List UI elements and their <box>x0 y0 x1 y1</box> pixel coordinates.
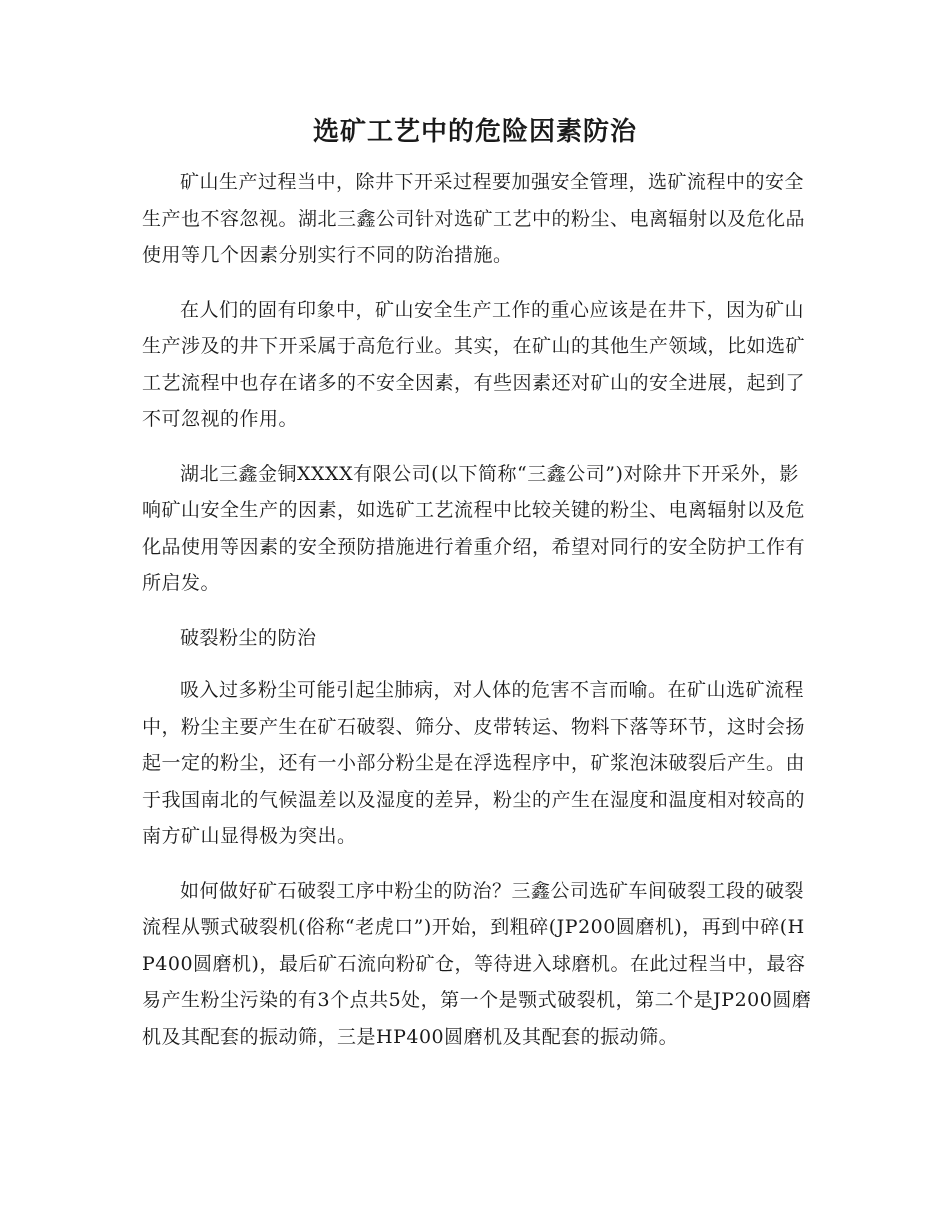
paragraph-intro: 矿山生产过程当中，除井下开采过程要加强安全管理，选矿流程中的安全生产也不容忽视。湖北三鑫公司针对选矿工艺中的粉尘、电离辐射以及危化品使用等几个因素分别实行不同的防治措施。 <box>142 171 806 266</box>
paragraph-dust-control: 如何做好矿石破裂工序中粉尘的防治？三鑫公司选矿车间破裂工段的破裂流程从颚式破裂机(俗称“老虎口”)开始，到粗碎(JP200圆磨机)，再到中碎(HP400圆磨机)，最后矿石流向粉矿仓，等待进入球磨机。在此过程当中，最容易产生粉尘污染的有3个点共5处，第一个是颚式破裂机，第二个是JP200圆磨机及其配套的振动筛，三是HP400圆磨机及其配套的振动筛。 <box>142 879 812 1048</box>
paragraph-company-overview: 湖北三鑫金铜XXXX有限公司(以下简称“三鑫公司”)对除井下开采外，影响矿山安全生产的因素，如选矿工艺流程中比较关键的粉尘、电离辐射以及危化品使用等因素的安全预防措施进行着重介绍，希望对同行的安全防护工作有所启发。 <box>142 462 806 594</box>
paragraph-background: 在人们的固有印象中，矿山安全生产工作的重心应该是在井下，因为矿山生产涉及的井下开采属于高危行业。其实，在矿山的其他生产领域，比如选矿工艺流程中也存在诸多的不安全因素，有些因素还对矿山的安全进展，起到了不可忽视的作用。 <box>142 298 806 430</box>
document-body <box>142 164 812 1073</box>
paragraph-dust-hazard: 吸入过多粉尘可能引起尘肺病，对人体的危害不言而喻。在矿山选矿流程中，粉尘主要产生在矿石破裂、筛分、皮带转运、物料下落等环节，这时会扬起一定的粉尘，还有一小部分粉尘是在浮选程序中，矿浆泡沫破裂后产生。由于我国南北的气候温差以及湿度的差异，粉尘的产生在湿度和温度相对较高的南方矿山显得极为突出。 <box>142 679 806 847</box>
document-title: 选矿工艺中的危险因素防治 <box>312 117 637 147</box>
section-heading-dust: 破裂粉尘的防治 <box>180 626 317 649</box>
